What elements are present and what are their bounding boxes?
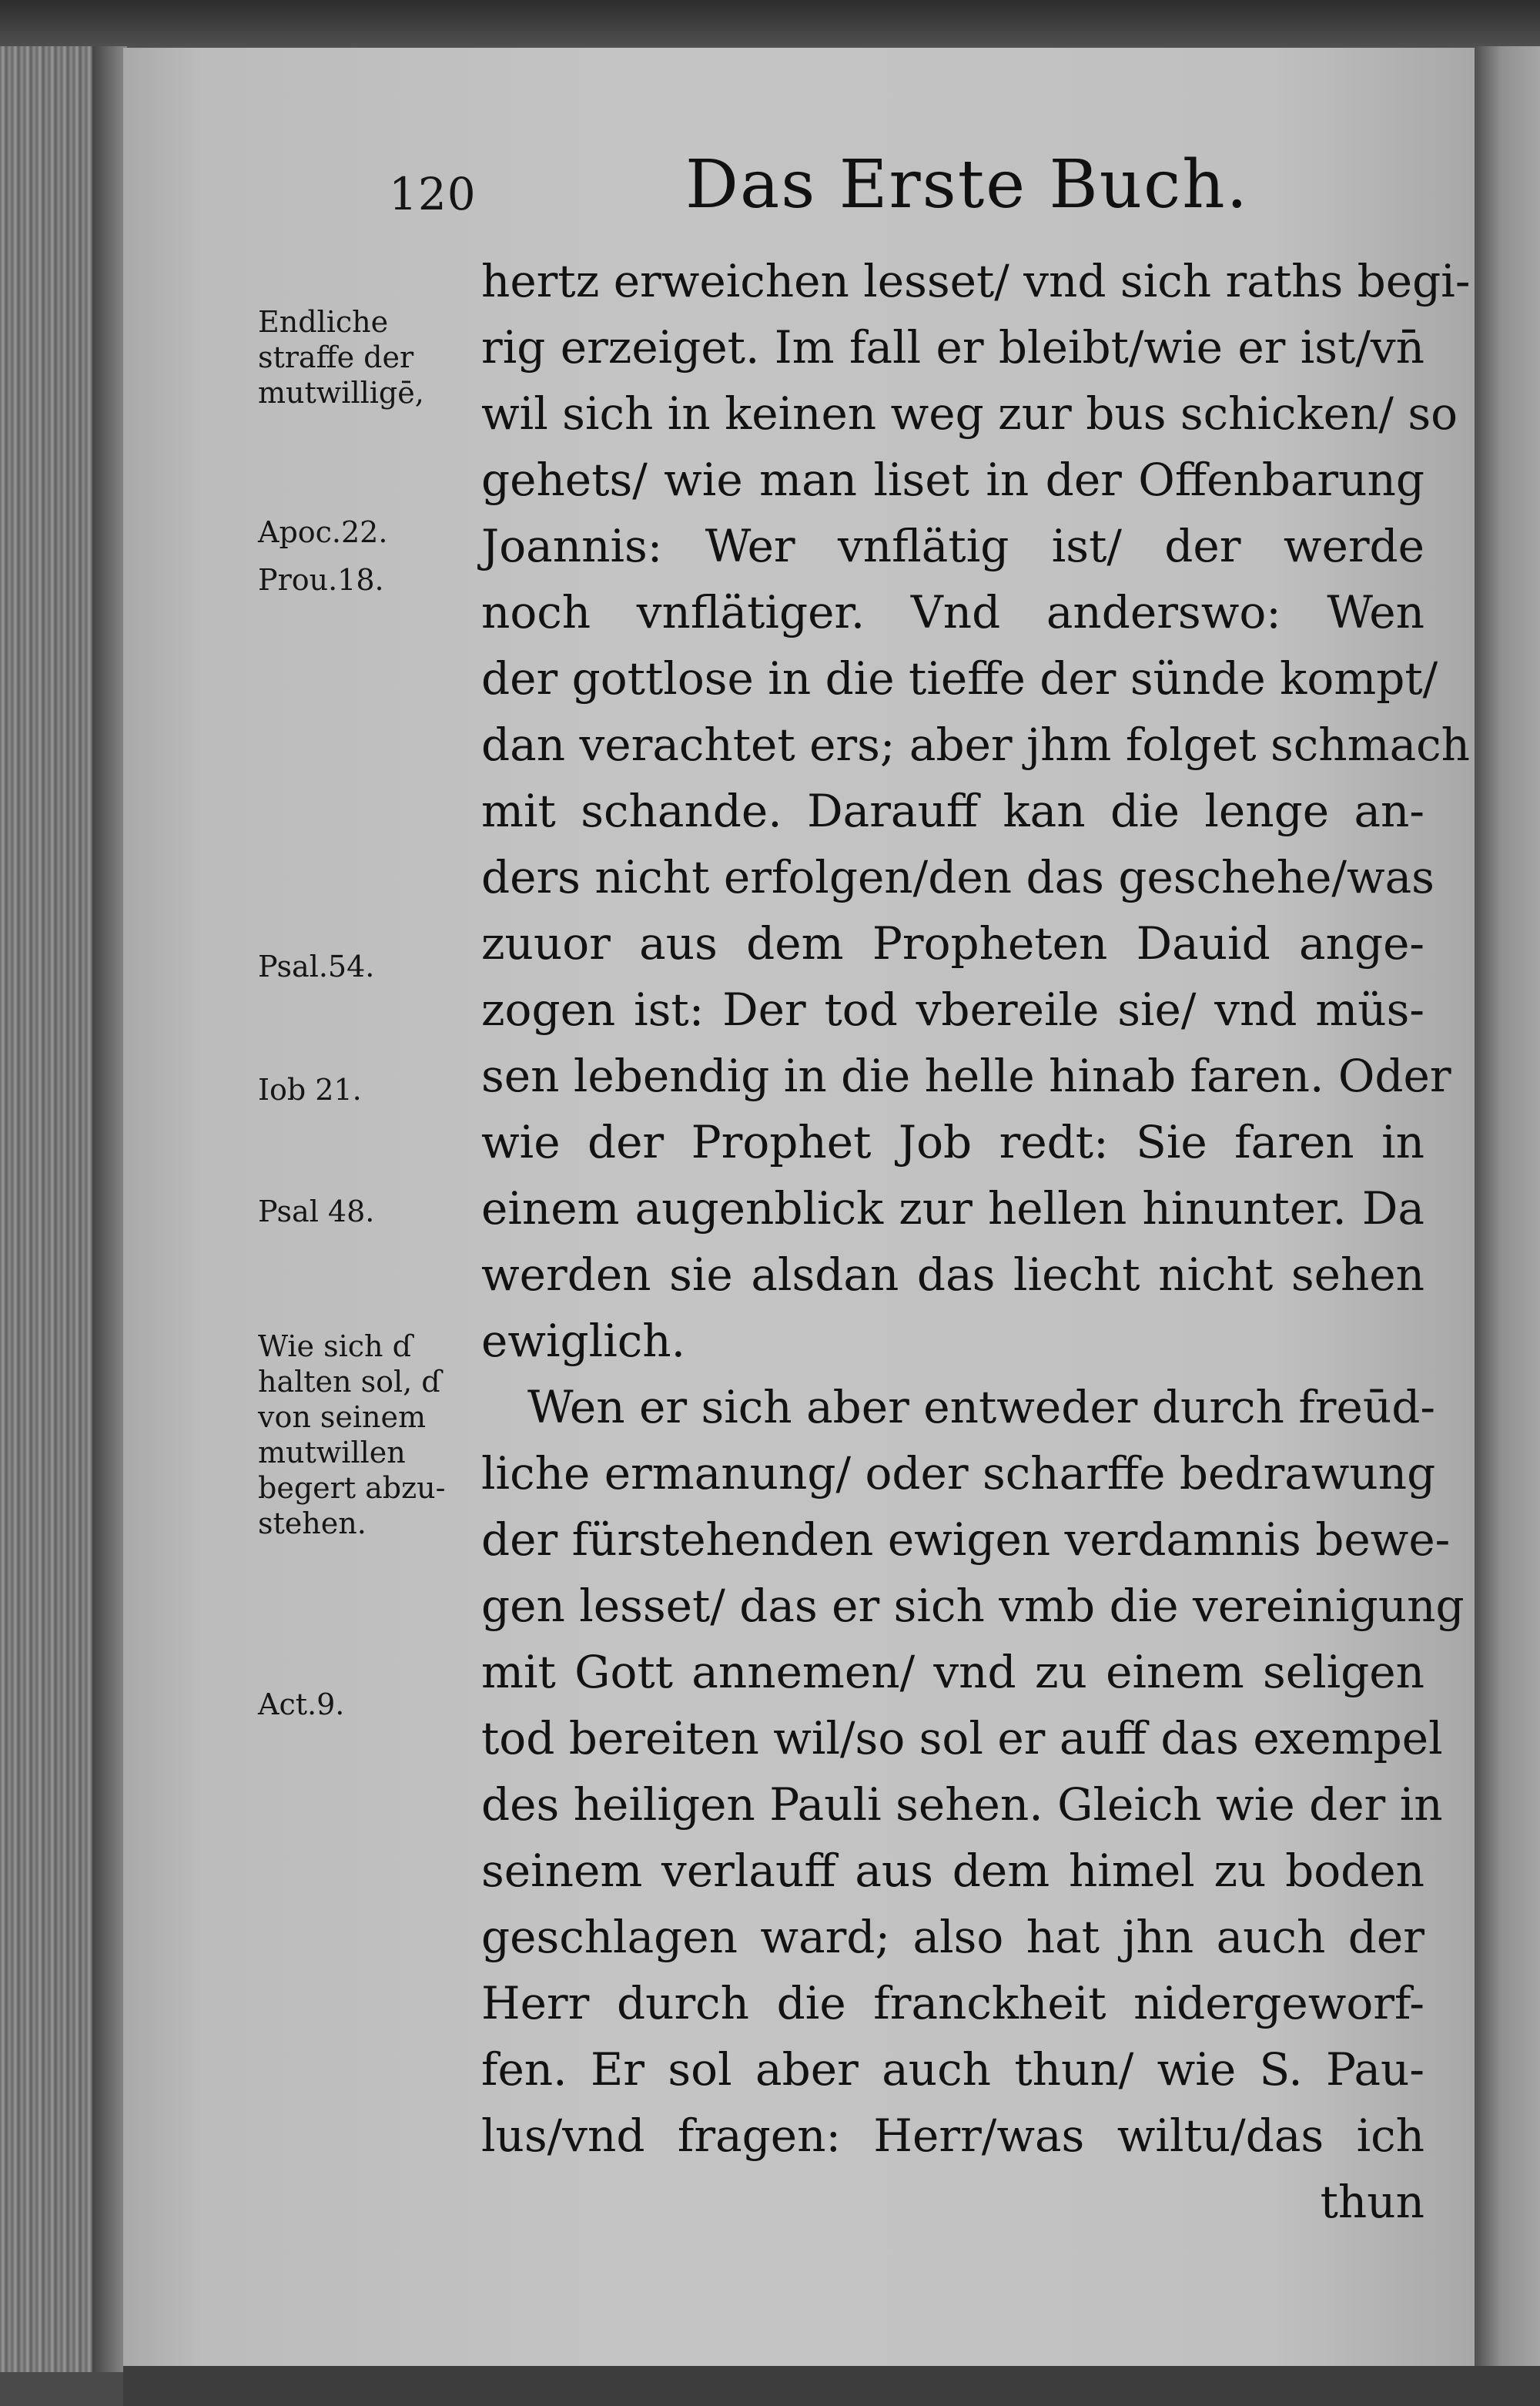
text-line: noch vnflätiger. Vnd anderswo: Wen (481, 586, 1424, 638)
text-line: sen lebendig in die helle hinab faren. Oder (481, 1050, 1451, 1102)
text-line: rig erzeiget. Im fall er bleibt/wie er ist/vn̄ (481, 321, 1424, 374)
text-line: tod bereiten wil/so sol er auff das exempel (481, 1712, 1443, 1764)
page-edge-shadow (92, 46, 127, 2372)
text-line: der fürstehenden ewigen verdamnis bewe- (481, 1513, 1451, 1566)
text-line: werden sie alsdan das liecht nicht sehen (481, 1248, 1424, 1301)
margin-note: Psal.54. (258, 950, 375, 984)
paragraph-start-line: Wen er sich aber entweder durch freūd- (527, 1381, 1435, 1433)
text-line: einem augenblick zur hellen hinunter. Da (481, 1182, 1424, 1235)
text-line: ewiglich. (481, 1315, 686, 1367)
text-line: lus/vnd fragen: Herr/was wiltu/das ich (481, 2109, 1424, 2162)
facing-page-edge (1475, 46, 1540, 2375)
margin-note: Wie sich ɗ halten sol, ɗ von seinem mutwillen begert abzu- stehen. (258, 1329, 446, 1540)
page-header (0, 146, 1540, 231)
margin-note: Iob 21. (258, 1073, 362, 1107)
text-line: Joannis: Wer vnflätig ist/ der werde (481, 520, 1424, 572)
text-line: wie der Prophet Job redt: Sie faren in (481, 1116, 1424, 1168)
bottom-shadow (123, 2366, 1540, 2406)
text-line: geschlagen ward; also hat jhn auch der (481, 1911, 1424, 1963)
body-text (481, 248, 1471, 2235)
text-line: liche ermanung/ oder scharffe bedrawung (481, 1447, 1436, 1500)
top-shadow (0, 0, 1540, 54)
text-line: des heiligen Pauli sehen. Gleich wie der in (481, 1778, 1443, 1831)
running-title: Das Erste Buch. (685, 146, 1249, 223)
text-line: zogen ist: Der tod vbereile sie/ vnd müs- (481, 984, 1424, 1036)
margin-note: Apoc.22. (258, 515, 388, 549)
text-line: zuuor aus dem Propheten Dauid ange- (481, 917, 1424, 970)
text-line: gehets/ wie man liset in der Offenbarung (481, 454, 1424, 506)
page-number: 120 (389, 168, 477, 220)
text-line: fen. Er sol aber auch thun/ wie S. Pau- (481, 2043, 1424, 2096)
text-line: mit schande. Darauff kan die lenge an- (481, 785, 1424, 837)
margin-note: Endliche straffe der mutwilligē, (258, 305, 424, 410)
margin-note: Psal 48. (258, 1195, 375, 1228)
text-line: Herr durch die franckheit nidergeworf- (481, 1977, 1424, 2029)
text-line: gen lesset/ das er sich vmb die vereinigung (481, 1580, 1465, 1632)
margin-note: Prou.18. (258, 563, 384, 597)
text-line: mit Gott annemen/ vnd zu einem seligen (481, 1646, 1424, 1698)
text-line: der gottlose in die tieffe der sünde kompt/ (481, 652, 1438, 705)
margin-note: Act.9. (258, 1687, 345, 1721)
text-line: wil sich in keinen weg zur bus schicken/ so (481, 387, 1458, 440)
text-line: dan verachtet ers; aber jhm folget schmach (481, 719, 1471, 771)
text-line: seinem verlauff aus dem himel zu boden (481, 1845, 1424, 1897)
text-line: ders nicht erfolgen/den das geschehe/was (481, 851, 1435, 903)
text-line: hertz erweichen lesset/ vnd sich raths begi- (481, 255, 1471, 307)
catchword: thun (1320, 2176, 1424, 2228)
